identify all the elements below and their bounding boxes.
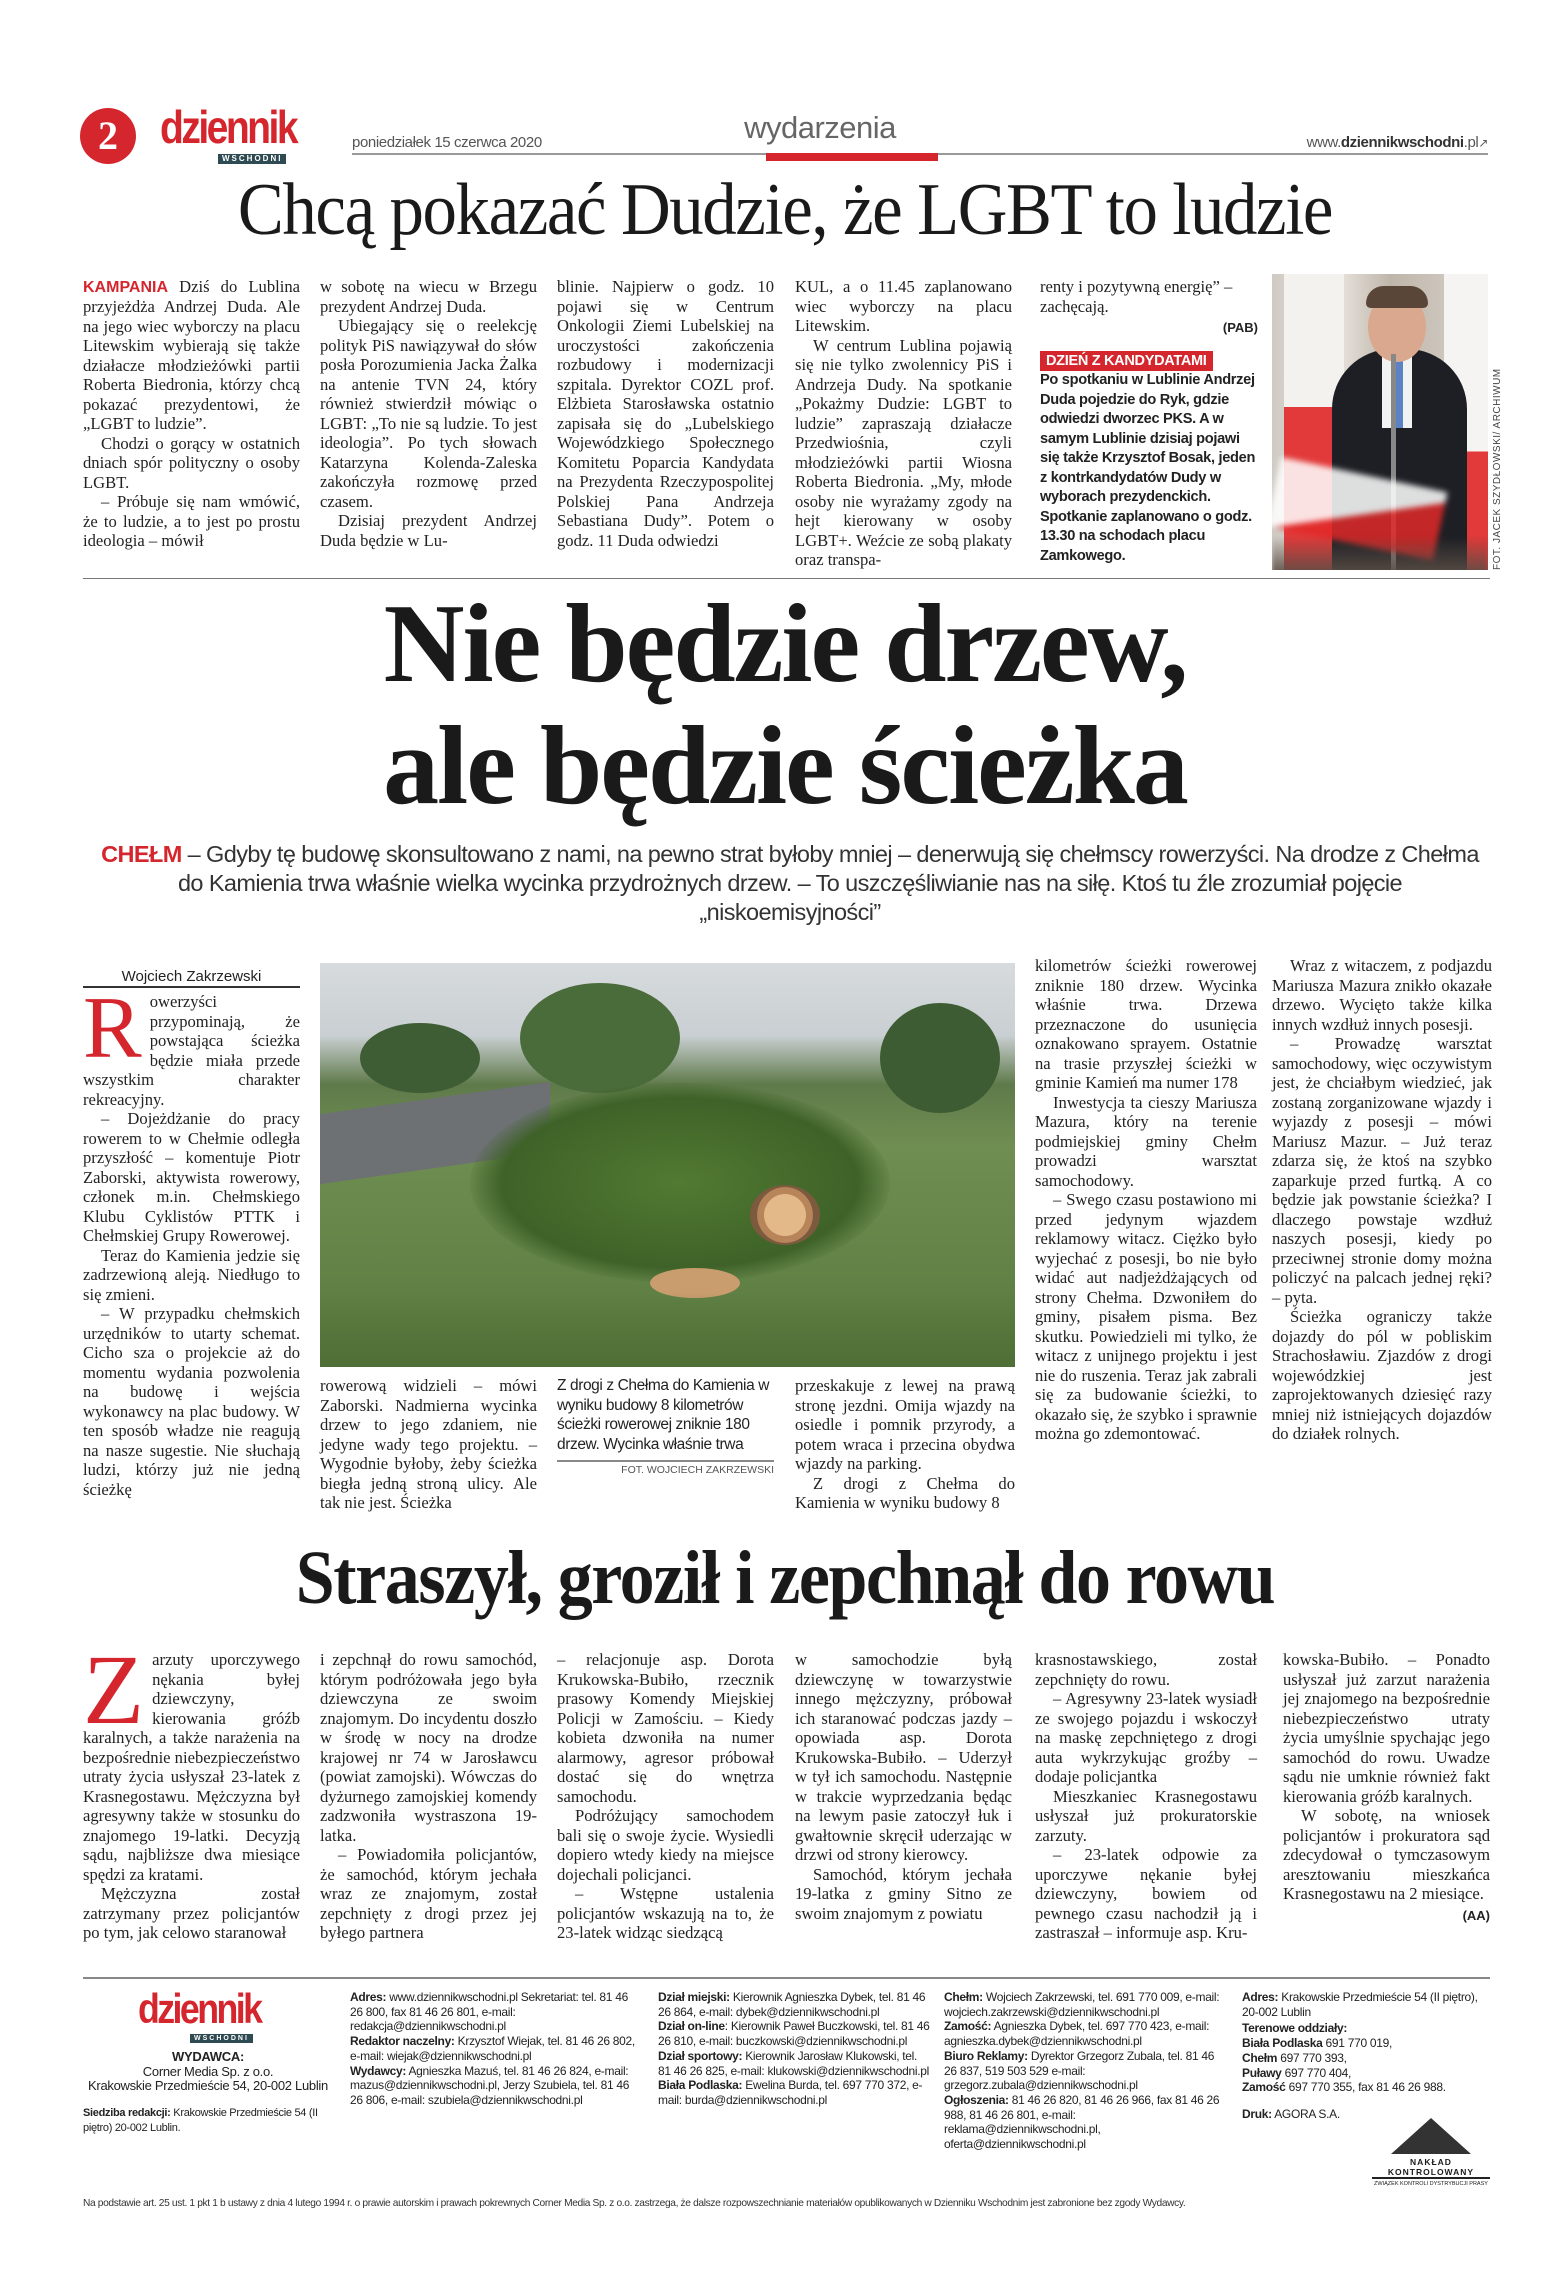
section-divider <box>83 578 1490 579</box>
grass <box>320 1293 1015 1367</box>
paragraph: Teraz do Kamienia jedzie się zadrzewioną aleją. Niedługo to się zmieni. <box>83 1245 300 1304</box>
tree <box>360 1023 480 1093</box>
article1-headline[interactable]: Chcą pokazać Dudzie, że LGBT to ludzie <box>237 169 1333 251</box>
paragraph: – Próbuje się nam wmówić, że to ludzie, a to jest po prostu ideologia – mówił <box>83 492 300 550</box>
website-link[interactable] <box>1307 134 1488 151</box>
footer-entry-text: AGORA S.A. <box>1271 2106 1340 2121</box>
branch-label: Chełm <box>1242 2050 1278 2065</box>
paragraph: KUL, a o 11.45 zaplanowano wiec wyborczy na placu Litewskim. <box>795 277 1012 335</box>
footer-entry <box>944 2093 1226 2152</box>
logo-text: dziennik <box>160 101 297 153</box>
article3-column-5 <box>1035 1650 1257 1943</box>
footer-entry-text: Krakowskie Przedmieście 54 (II piętro), 20-002 Lublin <box>1242 1990 1478 2019</box>
footer-entry-text: Dyrektor Grzegorz Zubala, tel. 81 46 26 837, 519 503 529 e-mail: grzegorz.zubala@dziennikwschodni.pl <box>944 2048 1215 2093</box>
paragraph: – 23-latek odpowie za uporczywe nękanie byłej dziewczyny, bowiem od pewnego czasu nachodził ją i zastraszał – informuje asp. Kru- <box>1035 1845 1257 1942</box>
building-icon <box>1391 2118 1471 2154</box>
article1-column-2 <box>320 277 537 550</box>
circulation-control-logo <box>1372 2118 1490 2187</box>
photo-credit: FOT. WOJCIECH ZAKRZEWSKI <box>557 1460 774 1476</box>
article2-column-5 <box>1272 956 1492 1444</box>
article1-column-5 <box>1040 277 1258 566</box>
footer-entry-text: 81 46 26 820, 81 46 26 966, fax 81 46 26 988, 81 46 26 801, e-mail: reklama@dziennikwschodni.pl, oferta@dziennikwschodni.pl <box>944 2092 1220 2152</box>
paragraph: Dzisiaj prezydent Andrzej Duda będzie w Lu- <box>320 511 537 550</box>
paragraph: Mieszkaniec Krasnegostawu usłyszał już prokuratorskie zarzuty. <box>1035 1786 1257 1845</box>
branch-label: Zamość <box>1242 2080 1286 2095</box>
section-title[interactable]: wydarzenia <box>744 110 896 145</box>
branch-text: 691 770 019, <box>1322 2036 1393 2051</box>
paragraph: Chodzi o gorący w ostatnich dniach spór polityczny o osoby LGBT. <box>83 433 300 492</box>
paragraph: Ubiegający się o reelekcję polityk PiS nawiązywał do słów posła Porozumienia Jacka Żalka na antenie TVN 24, który również stwierdził mówiąc o LGBT: „To nie są ludzie. To jest ideologia”. Po tych słowach Katarzyna Kolenda-Zaleska zakończyła rozmowę przed czasem. <box>320 316 537 511</box>
footer-entry <box>350 1990 642 2034</box>
copyright-disclaimer: Na podstawie art. 25 ust. 1 pkt 1 b ustawy z dnia 4 lutego 1994 r. o prawie autorskim i prawach pokrewnych Corner Media Sp. z o.o. zastrzega, że dalsze rozpowszechnianie materiałów opublikowanych w Dzienniku Wschodnim jest zabronione bez zgody Wydawcy. <box>83 2198 1186 2209</box>
footer-entry-label: Ogłoszenia: <box>944 2092 1009 2107</box>
footer-entry-label: Biuro Reklamy: <box>944 2048 1028 2063</box>
footer-entry-label: Adres: <box>350 1990 387 2004</box>
branch <box>1242 2036 1492 2051</box>
sidebar-box-label: DZIEŃ Z KANDYDATAMI <box>1040 351 1213 371</box>
article2-photo-caption-column <box>557 1376 774 1476</box>
footer-entry <box>658 2049 930 2078</box>
footer-publisher <box>83 1985 333 2136</box>
branch-label: Biała Podlaska <box>1242 2036 1323 2051</box>
paragraph: Inwestycja ta cieszy Mariusza Mazura, który na terenie podmiejskiej gminy Chełm prowadzi warsztat samochodowy. <box>1035 1092 1257 1190</box>
footer-entry-text: Ewelina Burda, tel. 697 770 372, e-mail: burda@dziennikwschodni.pl <box>658 2078 923 2107</box>
crowd <box>1272 536 1488 570</box>
page-number-badge: 2 <box>80 108 136 164</box>
footer-entry <box>944 1990 1226 2019</box>
publisher-name: Corner Media Sp. z o.o. <box>142 2063 274 2079</box>
article2-byline[interactable]: Wojciech Zakrzewski <box>83 968 300 988</box>
tree-stump <box>750 1185 820 1245</box>
footer-entry-label: Biała Podlaska: <box>658 2078 743 2093</box>
footer-entry-label: Zamość: <box>944 2019 992 2034</box>
footer-entry <box>350 2064 642 2108</box>
paragraph: – Agresywny 23-latek wysiadł ze swojego pojazdu i wskoczył na maskę zepchniętego z drogi auta wykrzykując groźby – dodaje policjantka <box>1035 1689 1257 1786</box>
article3-column-3 <box>557 1650 774 1943</box>
paragraph: kowska-Bubiło. – Ponadto usłyszał już zarzut narażenia jej znajomego na bezpośrednie niebezpieczeństwo utraty życia umyślnie spychając jego samochód do rowu. Uwadze sądu nie umknie również fakt kierowania gróźb karalnych. <box>1283 1650 1490 1806</box>
footer-entry-label: Dział on-line <box>658 2019 725 2034</box>
article2-column-1 <box>83 968 300 1499</box>
publisher-label: WYDAWCA: <box>172 2049 244 2064</box>
cursor-icon: ↗ <box>1478 136 1488 150</box>
article2-column-3 <box>795 1376 1015 1513</box>
footer-entry <box>658 1990 930 2019</box>
paragraph: blinie. Najpierw o godz. 10 pojawi się w Centrum Onkologii Ziemi Lubelskiej na uroczystości zakończenia rozbudowy i modernizacji szpitala. Dyrektor COZL prof. Elżbieta Starosławska ostatnio zapisała się do „Lubelskiego Wojewódzkiego Społecznego Komitetu Poparcia Kandydata na Prezydenta Rzeczypospolitej Polskiej Pana Andrzeja Sebastiana Dudy”. Potem o godz. 11 Duda odwiedzi <box>557 277 774 550</box>
paragraph: renty i pozytywną energię” – zachęcają. <box>1040 277 1233 316</box>
footer-column-departments <box>658 1990 930 2108</box>
footer-entry-label: Druk: <box>1242 2106 1272 2121</box>
footer-entry-label: Adres: <box>1242 1990 1279 2004</box>
photo-caption: Z drogi z Chełma do Kamienia w wyniku budowy 8 kilometrów ścieżki rowerowej zniknie 180 drzew. Wycinka właśnie trwa <box>557 1377 769 1453</box>
article1-photo-credit: FOT. JACEK SZYDŁOWSKI/ ARCHIWUM <box>1492 368 1503 570</box>
felled-branches <box>470 1083 890 1283</box>
article3-column-6 <box>1283 1650 1490 1923</box>
article3-headline[interactable]: Straszył, groził i zepchnął do rowu <box>295 1536 1275 1620</box>
website-domain: dziennikwschodni <box>1340 134 1464 151</box>
paragraph: Ścieżka ograniczy także dojazdy do pól w pobliskim Strachosławiu. Zjazdów z drogi wojewódzkiej jest zaprojektowanych dziesięć razy mniej niż istniejących dojazdów do działek rolnych. <box>1272 1307 1492 1443</box>
article1-column-3 <box>557 277 774 550</box>
article1-column-1 <box>83 277 300 551</box>
paragraph: – relacjonuje asp. Dorota Krukowska-Bubiło, rzecznik prasowy Komendy Miejskiej Policji w Zamościu. – Kiedy kobieta dzwoniła na numer alarmowy, agresor próbował dostać się do wnętrza samochodu. <box>557 1650 774 1806</box>
issue-date: poniedziałek 15 czerwca 2020 <box>352 134 542 151</box>
article2-lead-kicker: CHEŁM <box>101 841 182 867</box>
footer-address <box>1242 1990 1492 2019</box>
paragraph: – W przypadku chełmskich urzędników to utarty schemat. Cicho sza o projekcie aż do momentu wydania pozwolenia na budowę i wejścia wykonawcy na plac budowy. W ten sposób władze nie reagują na nasze sugestie. Nie słuchają ludzi, którzy już nie jedną ścieżkę <box>83 1304 300 1499</box>
paragraph <box>83 277 300 434</box>
footer-entry <box>944 2049 1226 2093</box>
footer-entry <box>658 2019 930 2048</box>
footer-logo <box>138 1985 278 2046</box>
logo-subtitle: WSCHODNI <box>218 154 286 164</box>
paragraph: Wraz z witaczem, z podjazdu Mariusza Mazura znikło okazałe drzewo. Wycięto także kilka innych wzdłuż innych posesji. <box>1272 956 1492 1034</box>
paragraph: arzuty uporczywego nękania byłej dziewczyny, kierowania gróźb karalnych, a także narażenia na bezpośrednie niebezpieczeństwo utraty życia usłyszał 23-latek z Krasnegostawu. Mężczyzna był agresywny także w stosunku do znajomego 19-latki. Decyzją sądu, najbliższe dwa miesiące spędzi za kratami. <box>83 1650 300 1884</box>
branch <box>1242 2080 1492 2095</box>
footer-entry-label: Dział sportowy: <box>658 2048 743 2063</box>
paragraph: Z drogi z Chełma do Kamienia w wyniku budowy 8 <box>795 1473 1015 1512</box>
footer-entry <box>944 2019 1226 2048</box>
article3-column-4 <box>795 1650 1012 1923</box>
article2-headline-line1[interactable]: Nie będzie drzew, <box>383 582 1187 706</box>
footer-rule <box>83 1977 1490 1979</box>
footer-entry-text: Kierownik Jarosław Klukowski, tel. 81 46 26 825, e-mail: klukowski@dziennikwschodni.pl <box>658 2048 930 2078</box>
article3-column-1 <box>83 1634 300 1943</box>
paragraph: owerzyści przypominają, że powstająca ścieżka będzie miała przede wszystkim charakter rekreacyjny. <box>83 992 300 1109</box>
branch <box>1242 2066 1492 2081</box>
footer-entry-text: Wojciech Zakrzewski, tel. 691 770 009, e-mail: wojciech.zakrzewski@dziennikwschodni.pl <box>944 1990 1220 2019</box>
footer-logo-subtitle: WSCHODNI <box>190 2034 253 2043</box>
editorial-seat <box>83 2106 333 2135</box>
footer-entry-label: Terenowe oddziały: <box>1242 2021 1348 2036</box>
article1-photo[interactable] <box>1272 274 1488 570</box>
footer-entry-text: : Kierownik Paweł Buczkowski, tel. 81 46 26 810, e-mail: buczkowski@dziennikwschodni.pl <box>658 2019 930 2049</box>
article2-photo[interactable] <box>320 963 1015 1367</box>
paragraph: – Swego czasu postawiono mi przed jedynym wjazdem reklamowy witacz. Ciężko było wyjechać z posesji, bo nie było widać aut nadjeżdżających od strony Chełma. Dzwoniłem do gminy, pisałem pisma. Bez skutku. Powiedzieli mi tylko, że witacz z unijnego projektu i jest nie do ruszenia. Teraz jak zabrali się za budowanie ścieżki, to okazało się, że szybko i sprawnie można go zdemontować. <box>1035 1190 1257 1443</box>
footer-entry-text: Agnieszka Mazuś, tel. 81 46 26 824, e-mail: mazus@dziennikwschodni.pl, Jerzy Szubiela, tel. 81 46 26 806, e-mail: szubiela@dziennikwschodni.pl <box>350 2063 630 2107</box>
branch-text: 697 770 393, <box>1277 2050 1347 2065</box>
paragraph: W centrum Lublina pojawią się nie tylko zwolennicy PiS i Andrzeja Dudy. Na spotkanie „Pokażmy Dudzie: LGBT to ludzie” zapraszają działacze Przedwiośnia, czyli młodzieżówki partii Wiosna Roberta Biedronia. „My, młode osoby nie wyrażamy zgody na hejt kierowany w osoby LGBT+. Weźcie ze sobą plakaty oraz transpa- <box>795 335 1012 569</box>
footer-entry-text: www.dziennikwschodni.pl Sekretariat: tel. 81 46 26 800, fax 81 46 26 801, e-mail: redakcja@dziennikwschodni.pl <box>350 1990 628 2034</box>
masthead-logo[interactable] <box>160 101 320 163</box>
tree <box>520 983 680 1093</box>
website-suffix: .pl <box>1463 134 1479 151</box>
paragraph: w sobotę na wiecu w Brzegu prezydent Andrzej Duda. <box>320 277 537 316</box>
footer-column-editorial <box>350 1990 642 2108</box>
paragraph: W sobotę, na wniosek policjantów i prokuratora sąd zdecydował o tymczasowym aresztowaniu mieszkańca Krasnegostawu na 2 miesiące. <box>1283 1806 1490 1903</box>
branches-heading <box>1242 2021 1492 2036</box>
paragraph: Podróżujący samochodem bali się o swoje życie. Wysiedli dopiero wtedy kiedy na miejsce dojechali policjanci. <box>557 1806 774 1884</box>
footer-entry-text: Agnieszka Dybek, tel. 697 770 423, e-mail: agnieszka.dybek@dziennikwschodni.pl <box>944 2019 1210 2049</box>
branch-text: 697 770 355, fax 81 46 26 988. <box>1285 2080 1446 2095</box>
article2-headline-line2[interactable]: ale będzie ścieżka <box>383 704 1187 828</box>
paragraph-text: Dziś do Lublina przyjeżdża Andrzej Duda. Ale na jego wiec wyborczy na placu Litewskim wybierają się także działacze młodzieżówki partii Roberta Biedronia, którzy chcą pokazać prezydentowi, że „LGBT to ludzie”. <box>83 277 301 433</box>
paragraph: krasnostawskiego, został zepchnięty do rowu. <box>1035 1650 1257 1689</box>
paragraph: Mężczyzna został zatrzymany przez policjantów po tym, jak celowo staranował <box>83 1884 300 1942</box>
circulation-logo-subtitle: ZWIĄZEK KONTROLI DYSTRYBUCJI PRASY <box>1374 2181 1488 2187</box>
tree <box>880 1003 1000 1113</box>
branch-text: 697 770 404, <box>1281 2065 1352 2080</box>
person-hair <box>1366 286 1428 308</box>
article2-lead <box>90 840 1490 927</box>
article1-kicker: KAMPANIA <box>83 279 169 296</box>
paragraph: w samochodzie byłą dziewczynę w towarzystwie innego mężczyzny, próbował ich staranować podczas jazdy – opowiada asp. Dorota Krukowska-Bubiło. – Uderzył w tył ich samochodu. Następnie w trakcie wyprzedzania będąc na lewym pasie zatoczył łuk i gwałtownie skręcił uderzając w drzwi od strony kierowcy. <box>795 1650 1012 1864</box>
publisher-address: Krakowskie Przedmieście 54, 20-002 Lublin <box>88 2078 328 2094</box>
article2-lead-text: – Gdyby tę budowę skonsultowano z nami, na pewno strat byłoby mniej – denerwują się chełmscy rowerzyści. Na drodze z Chełma do Kamienia trwa właśnie wielka wycinka przydrożnych drzew. – To uszczęśliwianie nas na siłę. Ktoś tu źle zrozumiał pojęcie „niskoemisyjności” <box>177 841 1479 925</box>
paragraph: przeskakuje z lewej na prawą stronę jezdni. Omija wjazdy na osiedle i pomnik przyrody, a potem wraca i przecina obydwa wjazdy na parking. <box>795 1376 1015 1473</box>
paragraph: – Prowadzę warsztat samochodowy, więc oczywistym jest, że chciałbym wiedzieć, jak zostaną zorganizowane wjazdy i wyjazdy z posesji – mówi Mariusz Mazur. – Już teraz zdarza się, że ktoś na szybko zaparkuje przed furtką. A co będzie jak powstanie ścieżka? I dlaczego powstaje wzdłuż naszych posesji, kiedy po przeciwnej stronie domy można policzyć na palcach jednej ręki? – pyta. <box>1272 1034 1492 1307</box>
article1-column-4 <box>795 277 1012 570</box>
footer-logo-text: dziennik <box>138 1985 261 2032</box>
article1-signature: (PAB) <box>1222 320 1258 335</box>
footer-entry-label: Redaktor naczelny: <box>350 2034 455 2049</box>
footer-entry <box>350 2034 642 2063</box>
paragraph: – Wstępne ustalenia policjantów wskazują na to, że 23-latek widząc siedzącą <box>557 1884 774 1942</box>
branch-label: Puławy <box>1242 2065 1282 2080</box>
paragraph: – Powiadomiła policjantów, że samochód, którym jechała wraz ze znajomym, został zepchnięty z drogi przez jej byłego partnera <box>320 1845 537 1942</box>
seat-text: Krakowskie Przedmieście 54 (II piętro) 20-002 Lublin. <box>83 2107 318 2134</box>
paragraph: i zepchnął do rowu samochód, którym podróżowała jego była dziewczyna ze swoim znajomym. Do incydentu doszło w środę w nocy na drodze krajowej nr 74 w Jarosławcu (powiat zamojski). Wówczas do dyżurnego zamojskiej komendy zadzwoniła wystraszona 19-latka. <box>320 1650 537 1845</box>
footer-entry-label: Wydawcy: <box>350 2063 407 2078</box>
footer-entry-text: Kierownik Agnieszka Dybek, tel. 81 46 26 864, e-mail: dybek@dziennikwschodni.pl <box>658 1990 926 2019</box>
paragraph: kilometrów ścieżki rowerowej zniknie 180 drzew. Wycinka właśnie trwa. Drzewa przeznaczone do usunięcia oznakowano sprayem. Ostatnie na trasie przyszłej ścieżki w gminie Kamień ma numer 178 <box>1035 956 1257 1092</box>
footer-entry-label: Chełm: <box>944 1990 983 2004</box>
article3-column-2 <box>320 1650 537 1943</box>
website-prefix: www. <box>1306 134 1341 151</box>
footer-column-branches <box>944 1990 1226 2152</box>
sidebar-box-text: Po spotkaniu w Lublinie Andrzej Duda pojedzie do Ryk, gdzie odwiedzi dworzec PKS. A w samym Lublinie dzisiaj pojawi się także Krzysztof Bosak, jeden z kontrkandydatów Dudy w wyborach prezydenckich. Spotkanie zaplanowano o godz. 13.30 na schodach placu Zamkowego. <box>1040 372 1256 564</box>
paragraph: Samochód, którym jechała 19-latka z gminy Sitno ze swoim znajomym z powiatu <box>795 1864 1012 1923</box>
paragraph: – Dojeżdżanie do pracy rowerem to w Chełmie odległa przyszłość – komentuje Piotr Zaborski, aktywista rowerowy, członek m.in. Chełmskiego Klubu Cyklistów PTTK i Chełmskiej Grupy Rowerowej. <box>83 1109 300 1245</box>
drop-cap: R <box>83 980 142 1077</box>
footer-column-contact <box>1242 1990 1492 2122</box>
paragraph: rowerową widzieli – mówi Zaborski. Nadmierna wycinka drzew to jego zdaniem, nie jedyne wady tego projektu. – Wygodnie byłoby, żeby ścieżka biegła jedną stroną ulicy. Ale tak nie jest. Ścieżka <box>320 1376 537 1512</box>
article2-column-2 <box>320 1376 537 1513</box>
article2-column-4 <box>1035 956 1257 1444</box>
footer-entry-label: Dział miejski: <box>658 1990 730 2004</box>
branch <box>1242 2051 1492 2066</box>
footer-entry-text: Krzysztof Wiejak, tel. 81 46 26 802, e-mail: wiejak@dziennikwschodni.pl <box>350 2034 635 2063</box>
circulation-logo-text: NAKŁAD KONTROLOWANY <box>1372 2157 1490 2179</box>
seat-label: Siedziba redakcji: <box>83 2107 171 2120</box>
footer-entry <box>658 2078 930 2107</box>
article3-signature: (AA) <box>1462 1907 1490 1923</box>
drop-cap: Z <box>83 1634 145 1745</box>
